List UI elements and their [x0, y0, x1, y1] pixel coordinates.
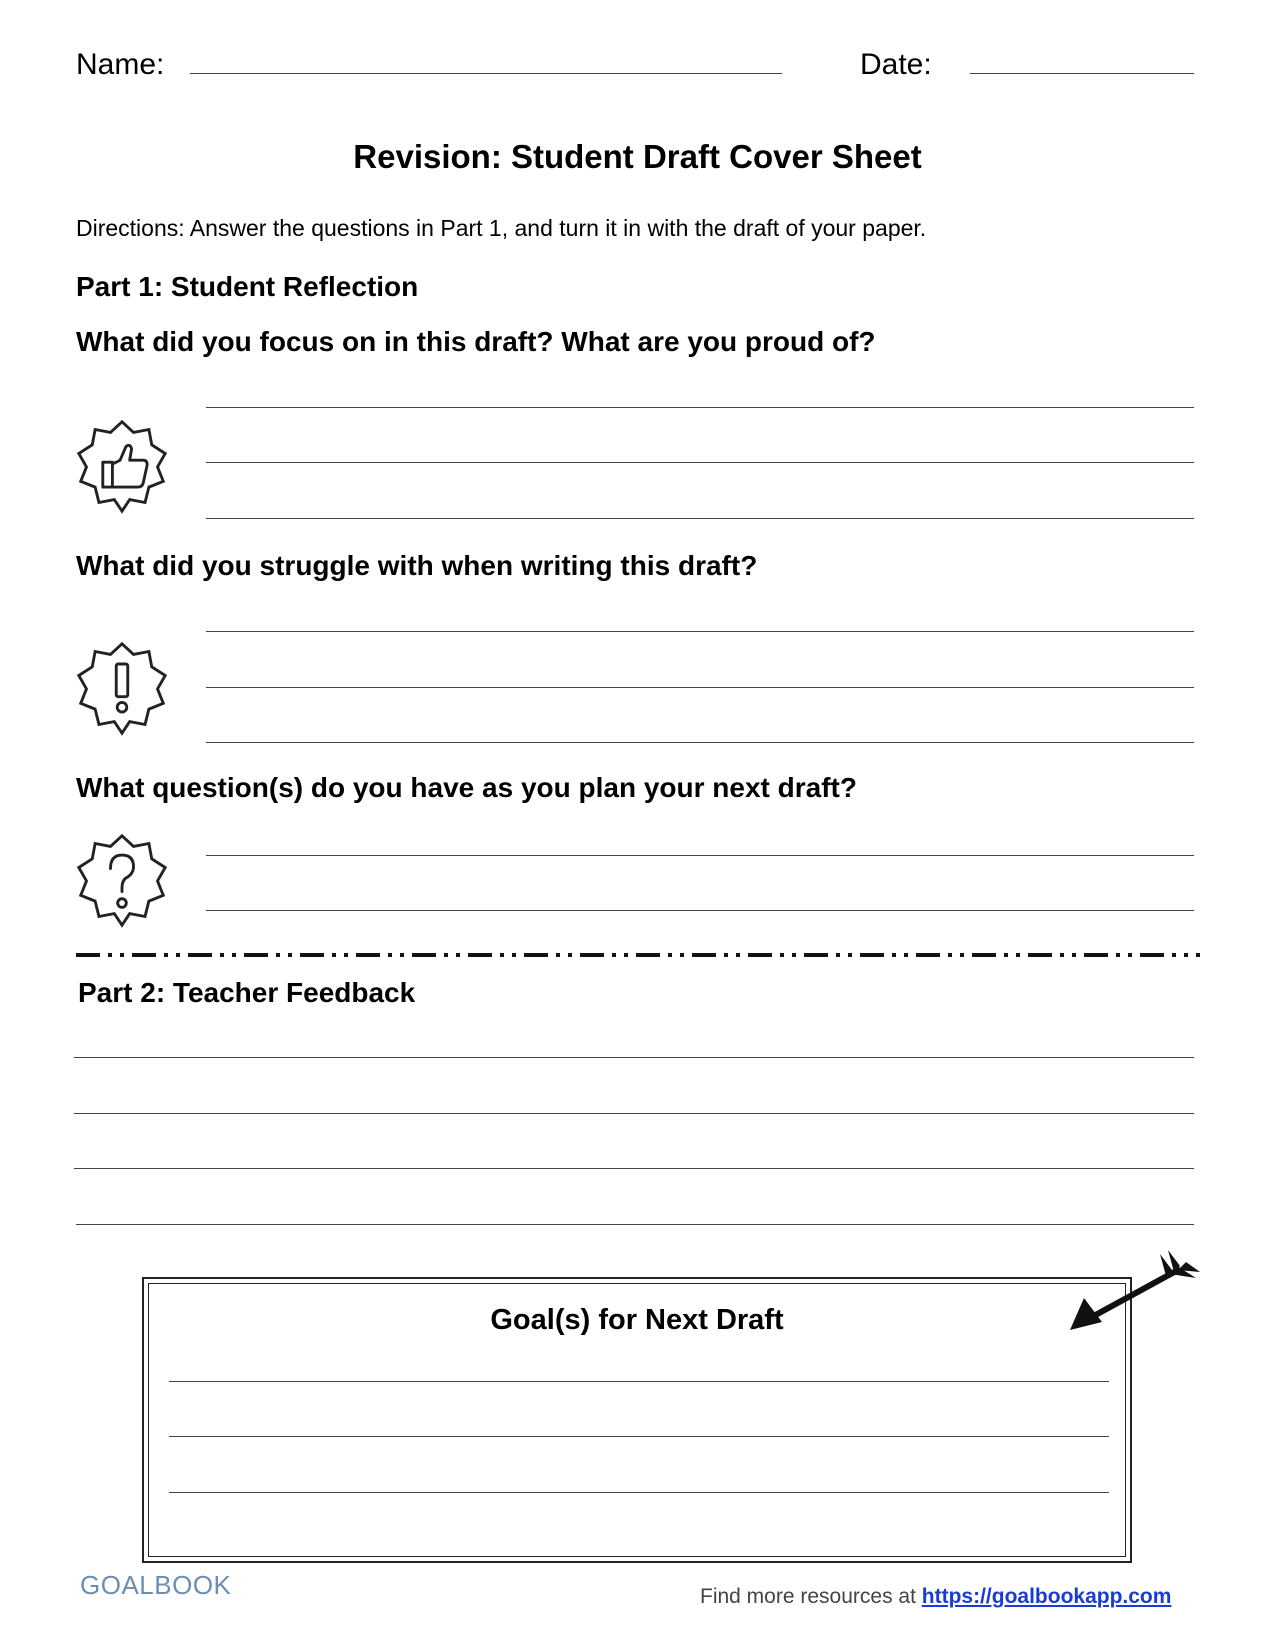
goal-line[interactable]: [169, 1381, 1109, 1382]
goalbook-logo: GOALBOOK: [80, 1570, 232, 1600]
name-label: Name:: [76, 48, 165, 81]
page-title: Revision: Student Draft Cover Sheet: [353, 138, 922, 175]
question-icon: [74, 832, 170, 928]
goals-title: Goal(s) for Next Draft: [490, 1304, 784, 1336]
answer-line[interactable]: [206, 742, 1194, 743]
answer-line[interactable]: [206, 518, 1194, 519]
feedback-line[interactable]: [74, 1168, 1194, 1169]
date-label: Date:: [860, 48, 932, 81]
thumbs-up-icon: [74, 418, 170, 514]
answer-line[interactable]: [206, 407, 1194, 408]
footer-prompt: Find more resources at: [700, 1585, 916, 1608]
part2-heading: Part 2: Teacher Feedback: [78, 977, 416, 1008]
part1-heading: Part 1: Student Reflection: [76, 271, 419, 302]
date-field-line[interactable]: [970, 73, 1194, 74]
answer-line[interactable]: [206, 910, 1194, 911]
answer-line[interactable]: [206, 855, 1194, 856]
question-2: What did you struggle with when writing this draft?: [76, 550, 758, 581]
feedback-line[interactable]: [76, 1224, 1194, 1225]
footer-text: [700, 1585, 1171, 1609]
answer-line[interactable]: [206, 687, 1194, 688]
footer-link[interactable]: https://goalbookapp.com: [921, 1585, 1172, 1608]
exclamation-icon: [74, 640, 170, 736]
question-1: What did you focus on in this draft? What are you proud of?: [76, 326, 876, 357]
answer-line[interactable]: [206, 462, 1194, 463]
goals-box: [142, 1277, 1132, 1563]
arrow-icon: [1070, 1248, 1200, 1338]
name-field-line[interactable]: [190, 73, 782, 74]
goal-line[interactable]: [169, 1492, 1109, 1493]
directions: Directions: Answer the questions in Part 1, and turn it in with the draft of your paper.: [76, 215, 927, 241]
section-separator: [76, 952, 1200, 958]
answer-line[interactable]: [206, 631, 1194, 632]
feedback-line[interactable]: [74, 1113, 1194, 1114]
feedback-line[interactable]: [74, 1057, 1194, 1058]
goal-line[interactable]: [169, 1436, 1109, 1437]
question-3: What question(s) do you have as you plan your next draft?: [76, 772, 857, 803]
